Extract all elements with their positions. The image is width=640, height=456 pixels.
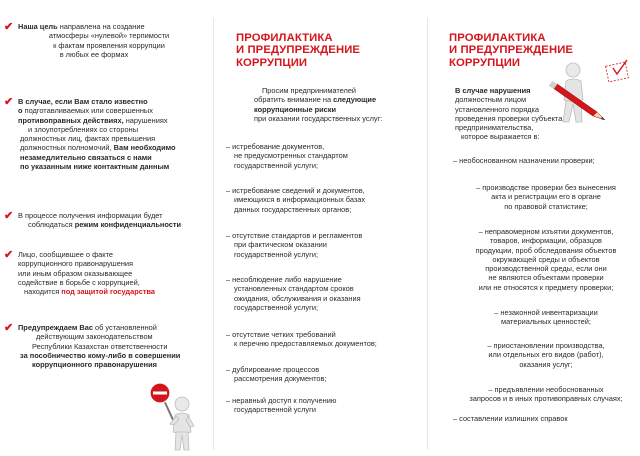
violation-item: – незаконной инвентаризации материальных ценностей; [494, 308, 598, 327]
intro-paragraph: Просим предпринимателей обратить внимание на следующие коррупционные риски при оказании государственных услуг: [254, 86, 383, 123]
risk-item: – дублирование процессов рассмотрения документов; [226, 365, 327, 384]
checkmark-icon: ✔ [4, 21, 14, 33]
checkmark-icon: ✔ [4, 210, 14, 222]
violation-item: – составлении излишних справок [453, 414, 568, 423]
risk-item: – отсутствие четких требований к перечню предоставляемых документов; [226, 330, 377, 349]
violation-item: – необоснованном назначении проверки; [453, 156, 595, 165]
violation-item: – приостановлении производства, или отдельных его видов (работ), оказания услуг; [487, 341, 605, 369]
warning-paragraph: Предупреждаем Вас об установленной действующим законодательством Республики Казахстан ответственности за пособничество кому-либо в совершении коррупционного правонарушения [18, 323, 181, 370]
checkmark-icon: ✔ [4, 96, 14, 108]
report-paragraph: В случае, если Вам стало известно о подготавливаемых или совершенных противоправных действиях, нарушениях и злоупотреблениях со стороны должностных лиц, фактах превышения должностных полномочий, Вам необходимо незамедлительно связаться с нами по указанным ниже контактным данным [18, 97, 176, 172]
risk-item: – несоблюдение либо нарушение установленных стандартом сроков ожидания, обслуживания и оказания государственной услуги; [226, 275, 361, 312]
panel-right [427, 0, 640, 456]
protection-paragraph: Лицо, сообщившее о факте коррупционного правонарушения или иным образом оказывающее содействие в борьбе с коррупцией, находится под защитой государства [18, 250, 156, 297]
violation-item: – предъявлении необоснованных запросов и в иных противоправных случаях; [469, 385, 623, 404]
violation-item: – производстве проверки без вынесения акта и регистрации его в органе по правовой статистике; [476, 183, 616, 211]
section-title: ПРОФИЛАКТИКА И ПРЕДУПРЕЖДЕНИЕ КОРРУПЦИИ [236, 32, 361, 69]
panel-middle [214, 0, 427, 456]
risk-item: – истребование сведений и документов, имеющихся в информационных базах данных государственных органов; [226, 186, 366, 214]
risk-item: – отсутствие стандартов и регламентов при фактическом оказании государственной услуги; [226, 231, 363, 259]
intro-paragraph: В случае нарушения должностным лицом установленного порядка проведения проверки субъекта предпринимательства, которое выражается в: [455, 86, 563, 142]
panel-left [0, 0, 213, 456]
confidentiality-paragraph: В процессе получения информации будет соблюдаться режим конфиденциальности [18, 211, 182, 230]
goal-paragraph: Наша цель направлена на создание атмосферы «нулевой» терпимости к фактам проявления коррупции в любых ее формах [18, 22, 170, 59]
checkmark-icon: ✔ [4, 249, 14, 261]
checkmark-icon: ✔ [4, 322, 14, 334]
violation-item: – неправомерном изъятии документов, товаров, информации, образцов продукции, проб обследования объектов окружающей среды и объектов производственной среды, если они не являются объектами проверки или не относятся к предмету проверки; [475, 227, 617, 292]
section-title: ПРОФИЛАКТИКА И ПРЕДУПРЕЖДЕНИЕ КОРРУПЦИИ [449, 32, 574, 69]
risk-item: – истребование документов, не предусмотренных стандартом государственной услуги; [226, 142, 348, 170]
stop-sign-figure-illustration [148, 382, 202, 454]
risk-item: – неравный доступ к получению государственной услуги [226, 396, 337, 415]
